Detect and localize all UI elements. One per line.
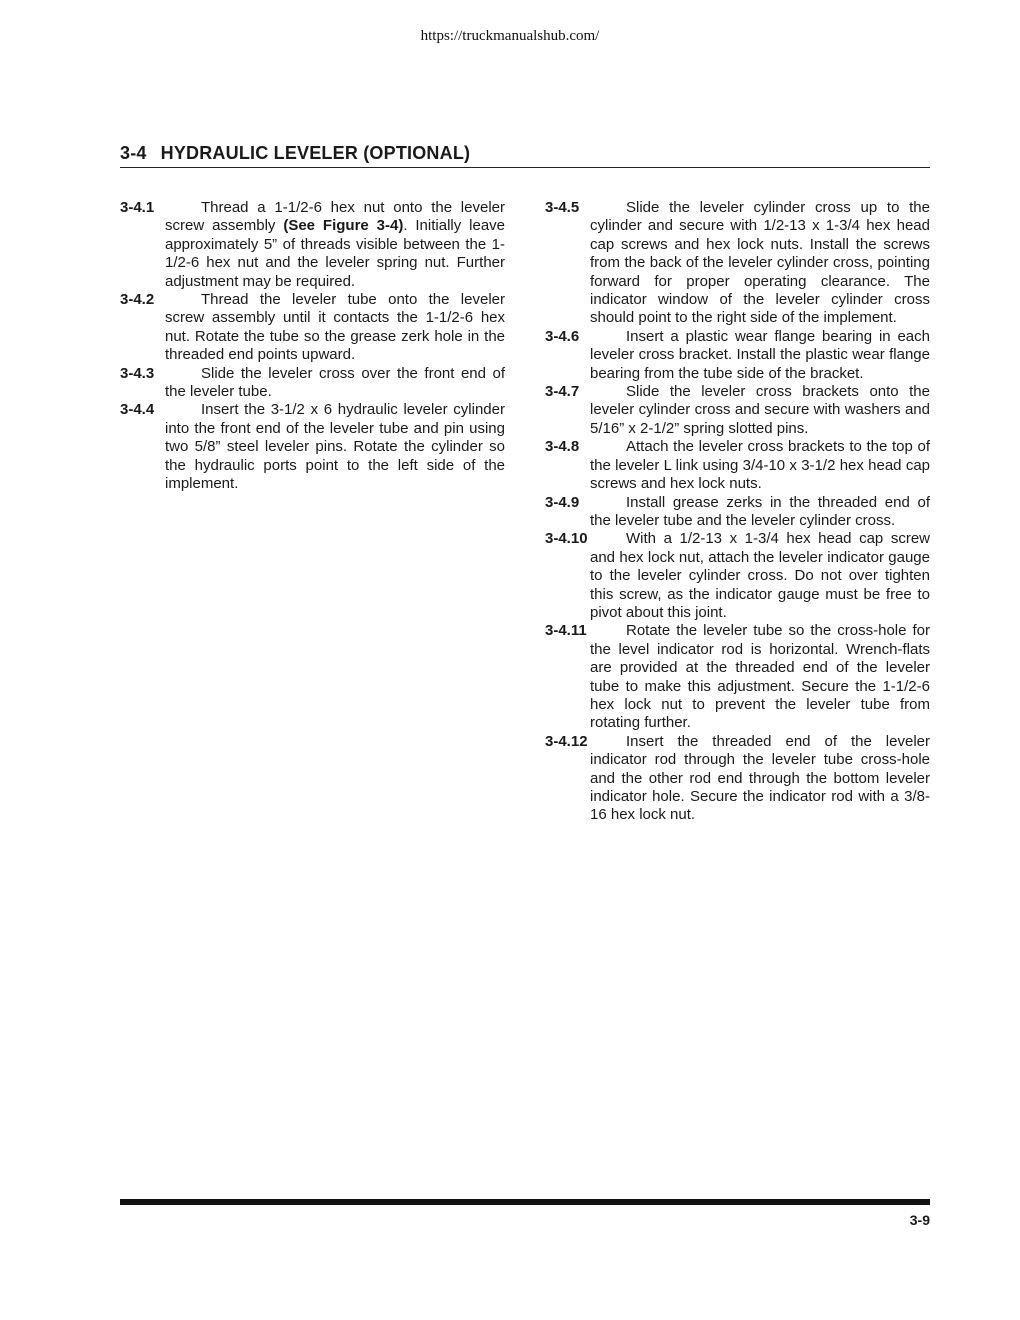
section-heading xyxy=(120,143,930,168)
step-number: 3-4.5 xyxy=(545,199,580,216)
step-text xyxy=(165,199,505,291)
step-text xyxy=(590,328,930,383)
step-number: 3-4.12 xyxy=(545,732,588,750)
step-text-body: Insert a plastic wear flange bearing in each leveler cross bracket. Install the plastic wear flange bearing from the tube side of the bracket. xyxy=(590,327,930,382)
step-text-body: Insert the threaded end of the leveler indicator rod through the leveler tube cross-hole and the other rod end through the bottom leveler indicator hole. Secure the indicator rod with a 3/8-16 hex lock nut. xyxy=(590,732,930,824)
step-3-4-9 xyxy=(545,494,930,531)
step-number: 3-4.11 xyxy=(545,622,587,640)
step-number: 3-4.2 xyxy=(120,291,155,309)
step-number: 3-4.1 xyxy=(120,199,155,216)
step-text xyxy=(165,401,505,493)
step-3-4-12 xyxy=(545,733,930,825)
step-text xyxy=(165,365,505,402)
step-3-4-2 xyxy=(120,291,505,365)
footer-rule xyxy=(120,1199,930,1205)
step-text-part: Thread a 1-1/2-6 hex nut onto the leveler screw assembly xyxy=(165,199,505,235)
step-text-body: Slide the leveler cylinder cross up to the cylinder and secure with 1/2-13 x 1-3/4 hex head cap screws and hex lock nuts. Install the screws from the back of the leveler cylinder cross, pointing forward for proper operating clearance. The indicator window of the leveler cylinder cross should point to the right side of the implement. xyxy=(590,199,930,327)
step-3-4-5 xyxy=(545,199,930,328)
source-url[interactable]: https://truckmanualshub.com/ xyxy=(420,28,600,44)
section-title-text: HYDRAULIC LEVELER (OPTIONAL) xyxy=(160,143,471,163)
step-text xyxy=(590,438,930,493)
figure-reference: (See Figure 3-4) xyxy=(283,217,404,235)
step-text xyxy=(165,291,505,365)
step-number: 3-4.8 xyxy=(545,438,580,456)
step-text xyxy=(590,622,930,732)
step-text-body: Install grease zerks in the threaded end of the leveler tube and the leveler cylinder cross. xyxy=(590,493,930,529)
step-text-body: Attach the leveler cross brackets to the top of the leveler L link using 3/4-10 x 3-1/2 hex head cap screws and hex lock nuts. xyxy=(590,438,930,493)
step-number: 3-4.3 xyxy=(120,364,155,382)
section-number: 3-4 xyxy=(120,143,147,163)
step-number: 3-4.10 xyxy=(545,530,588,548)
step-text-body: Slide the leveler cross brackets onto the leveler cylinder cross and secure with washers and 5/16” x 2-1/2” spring slotted pins. xyxy=(590,383,930,437)
step-text-body: Slide the leveler cross over the front end of the leveler tube. xyxy=(165,364,505,401)
step-text xyxy=(590,733,930,825)
step-text-body: Rotate the leveler tube so the cross-hole for the level indicator rod is horizontal. Wrench-flats are provided at the threaded end of the leveler tube to make this adjustment. Secure the 1-1/2-6 hex lock nut to prevent the leveler tube from rotating further. xyxy=(590,622,930,732)
step-number: 3-4.7 xyxy=(545,383,580,401)
step-text-body: Insert the 3-1/2 x 6 hydraulic leveler cylinder into the front end of the leveler tube and pin using two 5/8” steel leveler pins. Rotate the cylinder so the hydraulic ports point to the left side of the implement. xyxy=(165,401,505,493)
step-text xyxy=(590,530,930,622)
step-3-4-4 xyxy=(120,401,505,493)
step-text xyxy=(590,383,930,438)
step-3-4-11 xyxy=(545,622,930,732)
step-text-body: With a 1/2-13 x 1-3/4 hex head cap screw and hex lock nut, attach the leveler indicator gauge to the leveler cylinder cross. Do not over tighten this screw, as the indicator gauge must be free to pivot about this joint. xyxy=(590,530,930,621)
page-number: 3-9 xyxy=(909,1212,930,1228)
step-text-part: . Initially leave approximately 5” of threads visible between the 1-1/2-6 hex nut and the leveler spring nut. Further adjustment may be required. xyxy=(165,217,506,290)
step-3-4-10 xyxy=(545,530,930,622)
step-3-4-6 xyxy=(545,328,930,383)
step-3-4-8 xyxy=(545,438,930,493)
step-number: 3-4.6 xyxy=(545,327,580,345)
step-3-4-1 xyxy=(120,199,505,291)
step-number: 3-4.9 xyxy=(545,493,580,511)
left-column xyxy=(120,199,505,494)
step-text-body: Thread the leveler tube onto the leveler screw assembly until it contacts the 1-1/2-6 hex nut. Rotate the tube so the grease zerk hole in the threaded end points upward. xyxy=(165,291,505,364)
step-text xyxy=(590,199,930,328)
step-number: 3-4.4 xyxy=(120,401,155,419)
step-3-4-3 xyxy=(120,365,505,402)
step-3-4-7 xyxy=(545,383,930,438)
right-column xyxy=(545,199,930,825)
step-text xyxy=(590,494,930,531)
